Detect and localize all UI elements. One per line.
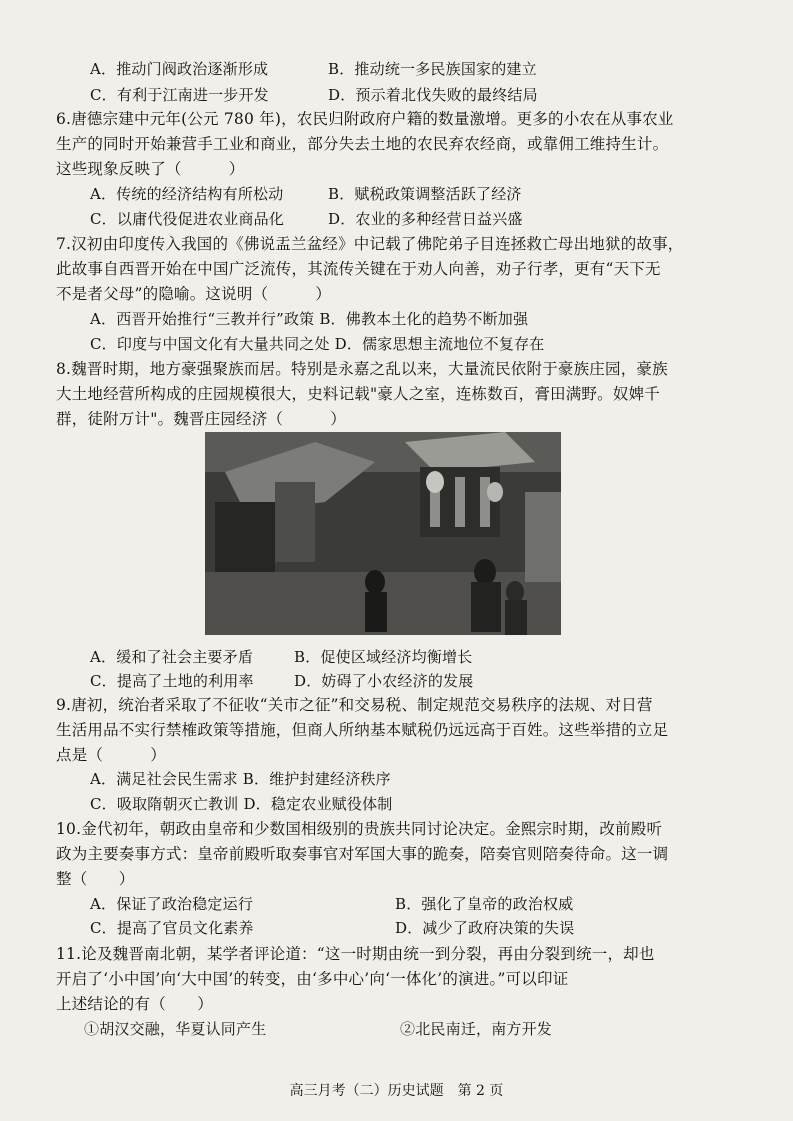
q10-stem-line3: 整（ ） [56, 870, 135, 888]
q10-option-c: C．提高了官员文化素养 [90, 919, 254, 937]
q7-options-ab: A．西晋开始推行“三教并行”政策 B．佛教本土化的趋势不断加强 [90, 310, 529, 328]
q10-option-a: A．保证了政治稳定运行 [90, 895, 254, 913]
q8-option-d: D．妨碍了小农经济的发展 [294, 672, 474, 690]
q8-stem-line3: 群，徒附万计"。魏晋庄园经济（ ） [56, 410, 346, 428]
q6-stem-line1: 6.唐德宗建中元年(公元 780 年)，农民归附政府户籍的数量激增。更多的小农在从事农业 [56, 110, 674, 128]
q6-option-a: A．传统的经济结构有所松动 [90, 185, 284, 203]
q8-stem-line2: 大土地经营所构成的庄园规模很大，史料记载"豪人之室，连栋数百，膏田满野。奴婢千 [56, 385, 660, 403]
q8-option-b: B．促使区域经济均衡增长 [294, 648, 473, 666]
q10-stem-line2: 政为主要奏事方式：皇帝前殿听取奏事官对军国大事的跪奏，陪奏官则陪奏待命。这一调 [56, 845, 669, 863]
q9-stem-line3: 点是（ ） [56, 746, 166, 764]
q10-option-d: D．减少了政府决策的失误 [395, 919, 575, 937]
q8-option-a: A．缓和了社会主要矛盾 [90, 648, 254, 666]
manor-painting-image [205, 432, 561, 635]
q9-stem-line2: 生活用品不实行禁榷政策等措施，但商人所纳基本赋税仍远远高于百姓。这些举措的立足 [56, 721, 669, 739]
q8-option-c: C．提高了土地的利用率 [90, 672, 254, 690]
q7-stem-line2: 此故事自西晋开始在中国广泛流传，其流传关键在于劝人向善，劝子行孝，更有“天下无 [56, 260, 661, 278]
q5-option-b: B．推动统一多民族国家的建立 [328, 60, 537, 78]
q10-stem-line1: 10.金代初年，朝政由皇帝和少数国相级别的贵族共同讨论决定。金熙宗时期，改前殿听 [56, 820, 663, 838]
page-footer: 高三月考（二）历史试题 第 2 页 [289, 1083, 504, 1099]
q11-item-2: ②北民南迁，南方开发 [400, 1020, 553, 1038]
q9-options-cd: C．吸取隋朝灭亡教训 D．稳定农业赋役体制 [90, 795, 393, 813]
q6-stem-line3: 这些现象反映了（ ） [56, 160, 245, 178]
q9-options-ab: A．满足社会民生需求 B．维护封建经济秩序 [90, 770, 391, 788]
q11-item-1: ①胡汉交融，华夏认同产生 [84, 1020, 267, 1038]
q6-stem-line2: 生产的同时开始兼营手工业和商业，部分失去土地的农民弃农经商，或靠佣工维持生计。 [56, 135, 669, 153]
q11-stem-line1: 11.论及魏晋南北朝，某学者评论道：“这一时期由统一到分裂，再由分裂到统一，却也 [56, 945, 655, 963]
q7-options-cd: C．印度与中国文化有大量共同之处 D．儒家思想主流地位不复存在 [90, 335, 545, 353]
q9-stem-line1: 9.唐初，统治者采取了不征收“关市之征”和交易税、制定规范交易秩序的法规、对日营 [56, 696, 653, 714]
q5-option-d: D．预示着北伐失败的最终结局 [328, 86, 538, 104]
q6-option-c: C．以庸代役促进农业商品化 [90, 210, 285, 228]
q7-stem-line3: 不是者父母”的隐喻。这说明（ ） [56, 285, 332, 303]
q11-stem-line2: 开启了‘小中国’向‘大中国’的转变，由‘多中心’向‘一体化’的演进。”可以印证 [56, 970, 569, 988]
q5-option-a: A．推动门阀政治逐渐形成 [90, 60, 269, 78]
q11-stem-line3: 上述结论的有（ ） [56, 995, 214, 1013]
q6-option-b: B．赋税政策调整活跃了经济 [328, 185, 522, 203]
q8-stem-line1: 8.魏晋时期，地方豪强聚族而居。特别是永嘉之乱以来，大量流民依附于豪族庄园，豪族 [56, 360, 668, 378]
q7-stem-line1: 7.汉初由印度传入我国的《佛说盂兰盆经》中记载了佛陀弟子目连拯救亡母出地狱的故事， [56, 235, 684, 253]
q6-option-d: D．农业的多种经营日益兴盛 [328, 210, 523, 228]
q5-option-c: C．有利于江南进一步开发 [90, 86, 269, 104]
q10-option-b: B．强化了皇帝的政治权威 [395, 895, 574, 913]
